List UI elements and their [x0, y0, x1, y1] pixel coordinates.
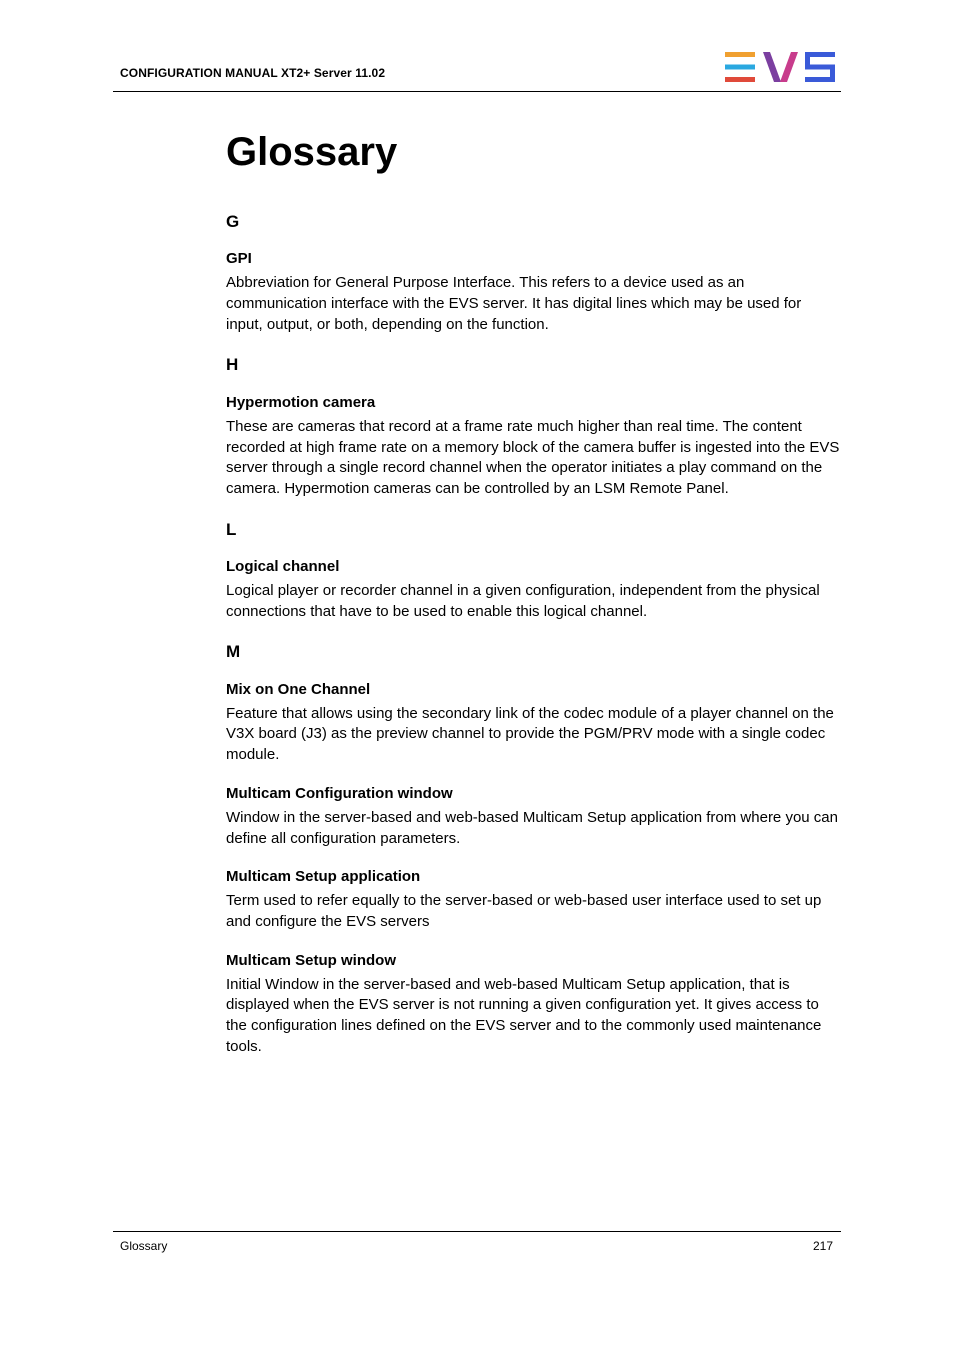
glossary-entry — [226, 681, 841, 766]
glossary-entry — [226, 785, 841, 849]
footer-section-name: Glossary — [120, 1239, 168, 1253]
glossary-definition: Term used to refer equally to the server-based or web-based user interface used to set up and configure the EVS servers — [226, 892, 822, 930]
logo-e-bar-1 — [725, 52, 755, 57]
glossary-term: GPI — [226, 250, 252, 268]
section-letter: L — [226, 519, 237, 539]
glossary-definition: Logical player or recorder channel in a given configuration, independent from the physical connections that have to be used to enable this logical channel. — [226, 581, 820, 620]
page-number: 217 — [812, 1239, 833, 1253]
logo-s — [805, 52, 835, 82]
glossary-definition: These are cameras that record at a frame rate much higher than real time. The content recorded at high frame rate on a memory block of the camera buffer is ingested into the EVS server through a single record channel when the operator initiates a play command on the camera. Hypermotion cameras can be controlled by an LSM Remote Panel. — [226, 417, 840, 497]
glossary-entry — [226, 558, 841, 622]
section-l — [226, 520, 841, 623]
glossary-definition: Initial Window in the server-based and web-based Multicam Setup application, that is displayed when the EVS server is not running a given configuration yet. It gives access to the configuration lines defined on the EVS server and to the commonly used maintenance tools. — [226, 975, 822, 1055]
logo-e-bar-3 — [725, 77, 755, 82]
logo-v-left — [763, 52, 781, 82]
glossary-term: Hypermotion camera — [226, 393, 376, 411]
glossary-term: Mix on One Channel — [226, 680, 371, 698]
section-m — [226, 642, 841, 1057]
glossary-term: Multicam Configuration window — [226, 784, 453, 802]
glossary-term: Logical channel — [226, 557, 340, 575]
glossary-definition: Abbreviation for General Purpose Interface. This refers to a device used as an communication interface with the EVS server. It has digital lines which may be used for input, output, or both, depending on the function. — [226, 274, 802, 333]
evs-logo — [725, 52, 835, 82]
glossary-entry — [226, 868, 841, 932]
glossary-definition: Feature that allows using the secondary link of the codec module of a player channel on the V3X board (J3) as the preview channel to provide the PGM/PRV mode with a single codec module. — [226, 704, 834, 764]
glossary-term: Multicam Setup application — [226, 868, 421, 886]
page-footer — [113, 1231, 841, 1253]
section-letter: G — [226, 212, 240, 231]
section-letter: M — [226, 642, 241, 662]
section-g — [226, 212, 841, 335]
section-h — [226, 355, 841, 499]
glossary-term: Multicam Setup window — [226, 951, 397, 969]
glossary-content — [226, 212, 841, 1077]
glossary-entry — [226, 250, 841, 335]
logo-v-right — [780, 52, 798, 82]
glossary-entry — [226, 394, 841, 500]
header-title: CONFIGURATION MANUAL XT2+ Server 11.02 — [120, 66, 386, 80]
section-letter: H — [226, 355, 239, 375]
glossary-entry — [226, 952, 841, 1058]
page-title: Glossary — [226, 130, 398, 174]
logo-e-bar-2 — [725, 65, 755, 70]
page-header — [113, 0, 841, 92]
glossary-definition: Window in the server-based and web-based Multicam Setup application from where you can define all configuration parameters. — [226, 808, 838, 847]
